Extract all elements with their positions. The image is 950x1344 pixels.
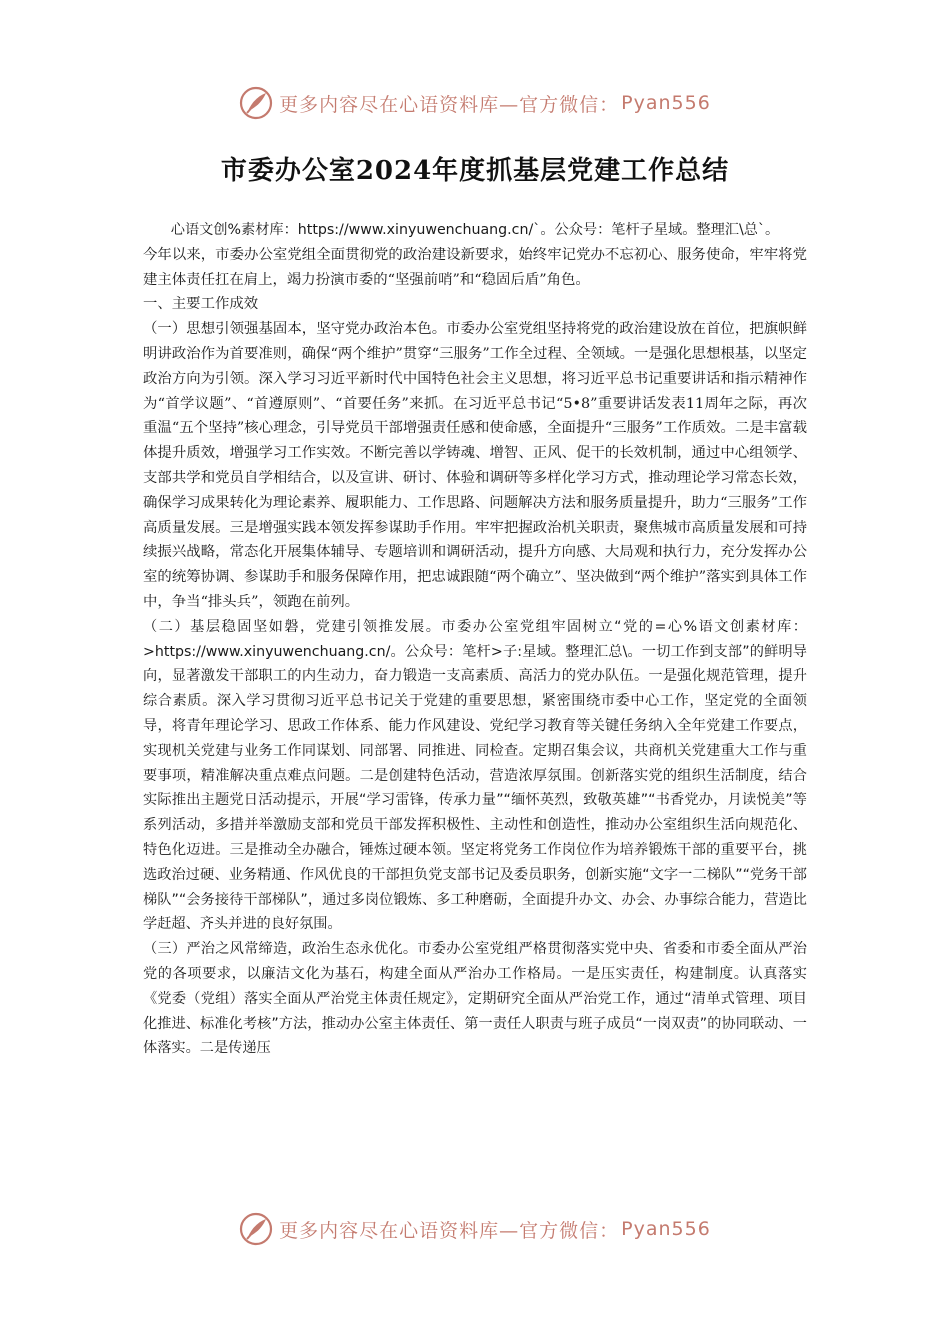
document-title: 市委办公室2024年度抓基层党建工作总结 [220, 156, 730, 186]
paragraph-discipline: （三）严治之风常缔造，政治生态永优化。市委办公室党组严格贯彻落实党中央、省委和市委全面从严治党的各项要求，以廉洁文化为基石，构建全面从严治办工作格局。一是压实责任，构建制度。认真落实《党委（党组）落实全面从严治党主体责任规定》，定期研究全面从严治党工作，通过“清单式管理、项目化推进、标准化考核”方法，推动办公室主体责任、第一责任人职责与班子成员“一岗双责”的协同联动、一体落实。二是传递压 [143, 941, 807, 1057]
source-note: 心语文创%素材库：https://www.xinyuwenchuang.cn/`。公众号：笔杆子星域。整理汇\总`。 [170, 222, 780, 238]
feather-pen-logo-icon [239, 1212, 273, 1246]
header-watermark-banner [0, 83, 950, 123]
feather-pen-logo-icon [239, 86, 273, 120]
section-heading: 一、主要工作成效 [143, 296, 259, 313]
banner-wechat-id: Pyan556 [621, 92, 711, 114]
paragraph-grassroots: （二）基层稳固坚如磐，党建引领推发展。市委办公室党组牢固树立“党的=心%语文创素材库：>https://www.xinyuwenchuang.cn/。公众号：笔杆>子:星域。整理汇总\。一切工作到支部”的鲜明导向，显著激发干部职工的内生动力，奋力锻造一支高素质、高活力的党办队伍。一是强化规范管理，提升综合素质。深入学习贯彻习近平总书记关于党建的重要思想，紧密围绕市委中心工作，坚定党的全面领导，将青年理论学习、思政工作体系、能力作风建设、党纪学习教育等关键任务纳入全年党建工作要点，实现机关党建与业务工作同谋划、同部署、同推进、同检查。定期召集会议，共商机关党建重大工作与重要事项，精准解决重点难点问题。二是创建特色活动，营造浓厚氛围。创新落实党的组织生活制度，结合实际推出主题党日活动提示，开展“学习雷锋，传承力量”“缅怀英烈，致敬英雄”“书香党办，月读悦美”等系列活动，多措并举激励支部和党员干部发挥积极性、主动性和创造性，推动办公室组织生活向规范化、特色化迈进。三是推动全办融合，锤炼过硬本领。坚定将党务工作岗位作为培养锻炼干部的重要平台，挑选政治过硬、业务精通、作风优良的干部担负党支部书记及委员职务，创新实施“文字一二梯队”“党务干部梯队”“会务接待干部梯队”，通过多岗位锻炼、多工种磨砺，全面提升办文、办会、办事综合能力，营造比学赶超、齐头并进的良好氛围。 [143, 618, 807, 933]
intro-paragraph: 今年以来，市委办公室党组全面贯彻党的政治建设新要求，始终牢记党办不忘初心、服务使命，牢牢将党建主体责任扛在肩上，竭力扮演市委的“坚强前哨”和“稳固后盾”角色。 [143, 246, 807, 288]
document-body [143, 218, 807, 1061]
footer-watermark-banner [0, 1209, 950, 1249]
banner-text: 更多内容尽在心语资料库—官方微信： [279, 93, 620, 116]
paragraph-ideology: （一）思想引领强基固本，坚守党办政治本色。市委办公室党组坚持将党的政治建设放在首位，把旗帜鲜明讲政治作为首要准则，确保“两个维护”贯穿“三服务”工作全过程、全领域。一是强化思想根基，以坚定政治方向为引领。深入学习习近平新时代中国特色社会主义思想，将习近平总书记重要讲话和指示精神作为“首学议题”、“首遵原则”、“首要任务”来抓。在习近平总书记“5•8”重要讲话发表11周年之际，再次重温“五个坚持”核心理念，引导党员干部增强责任感和使命感，全面提升“三服务”工作质效。二是丰富载体提升质效，增强学习工作实效。不断完善以学铸魂、增智、正风、促干的长效机制，通过中心组领学、支部共学和党员自学相结合，以及宣讲、研讨、体验和调研等多样化学习方式，推动理论学习常态长效，确保学习成果转化为理论素养、履职能力、工作思路、问题解决方法和服务质量提升，助力“三服务”工作高质量发展。三是增强实践本领发挥参谋助手作用。牢牢把握政治机关职责，聚焦城市高质量发展和可持续振兴战略，常态化开展集体辅导、专题培训和调研活动，提升方向感、大局观和执行力，充分发挥办公室的统筹协调、参谋助手和服务保障作用，把忠诚跟随“两个确立”、坚决做到“两个维护”落实到具体工作中，争当“排头兵”，领跑在前列。 [143, 321, 807, 610]
banner-wechat-id: Pyan556 [621, 1218, 711, 1240]
banner-text: 更多内容尽在心语资料库—官方微信： [279, 1219, 620, 1242]
